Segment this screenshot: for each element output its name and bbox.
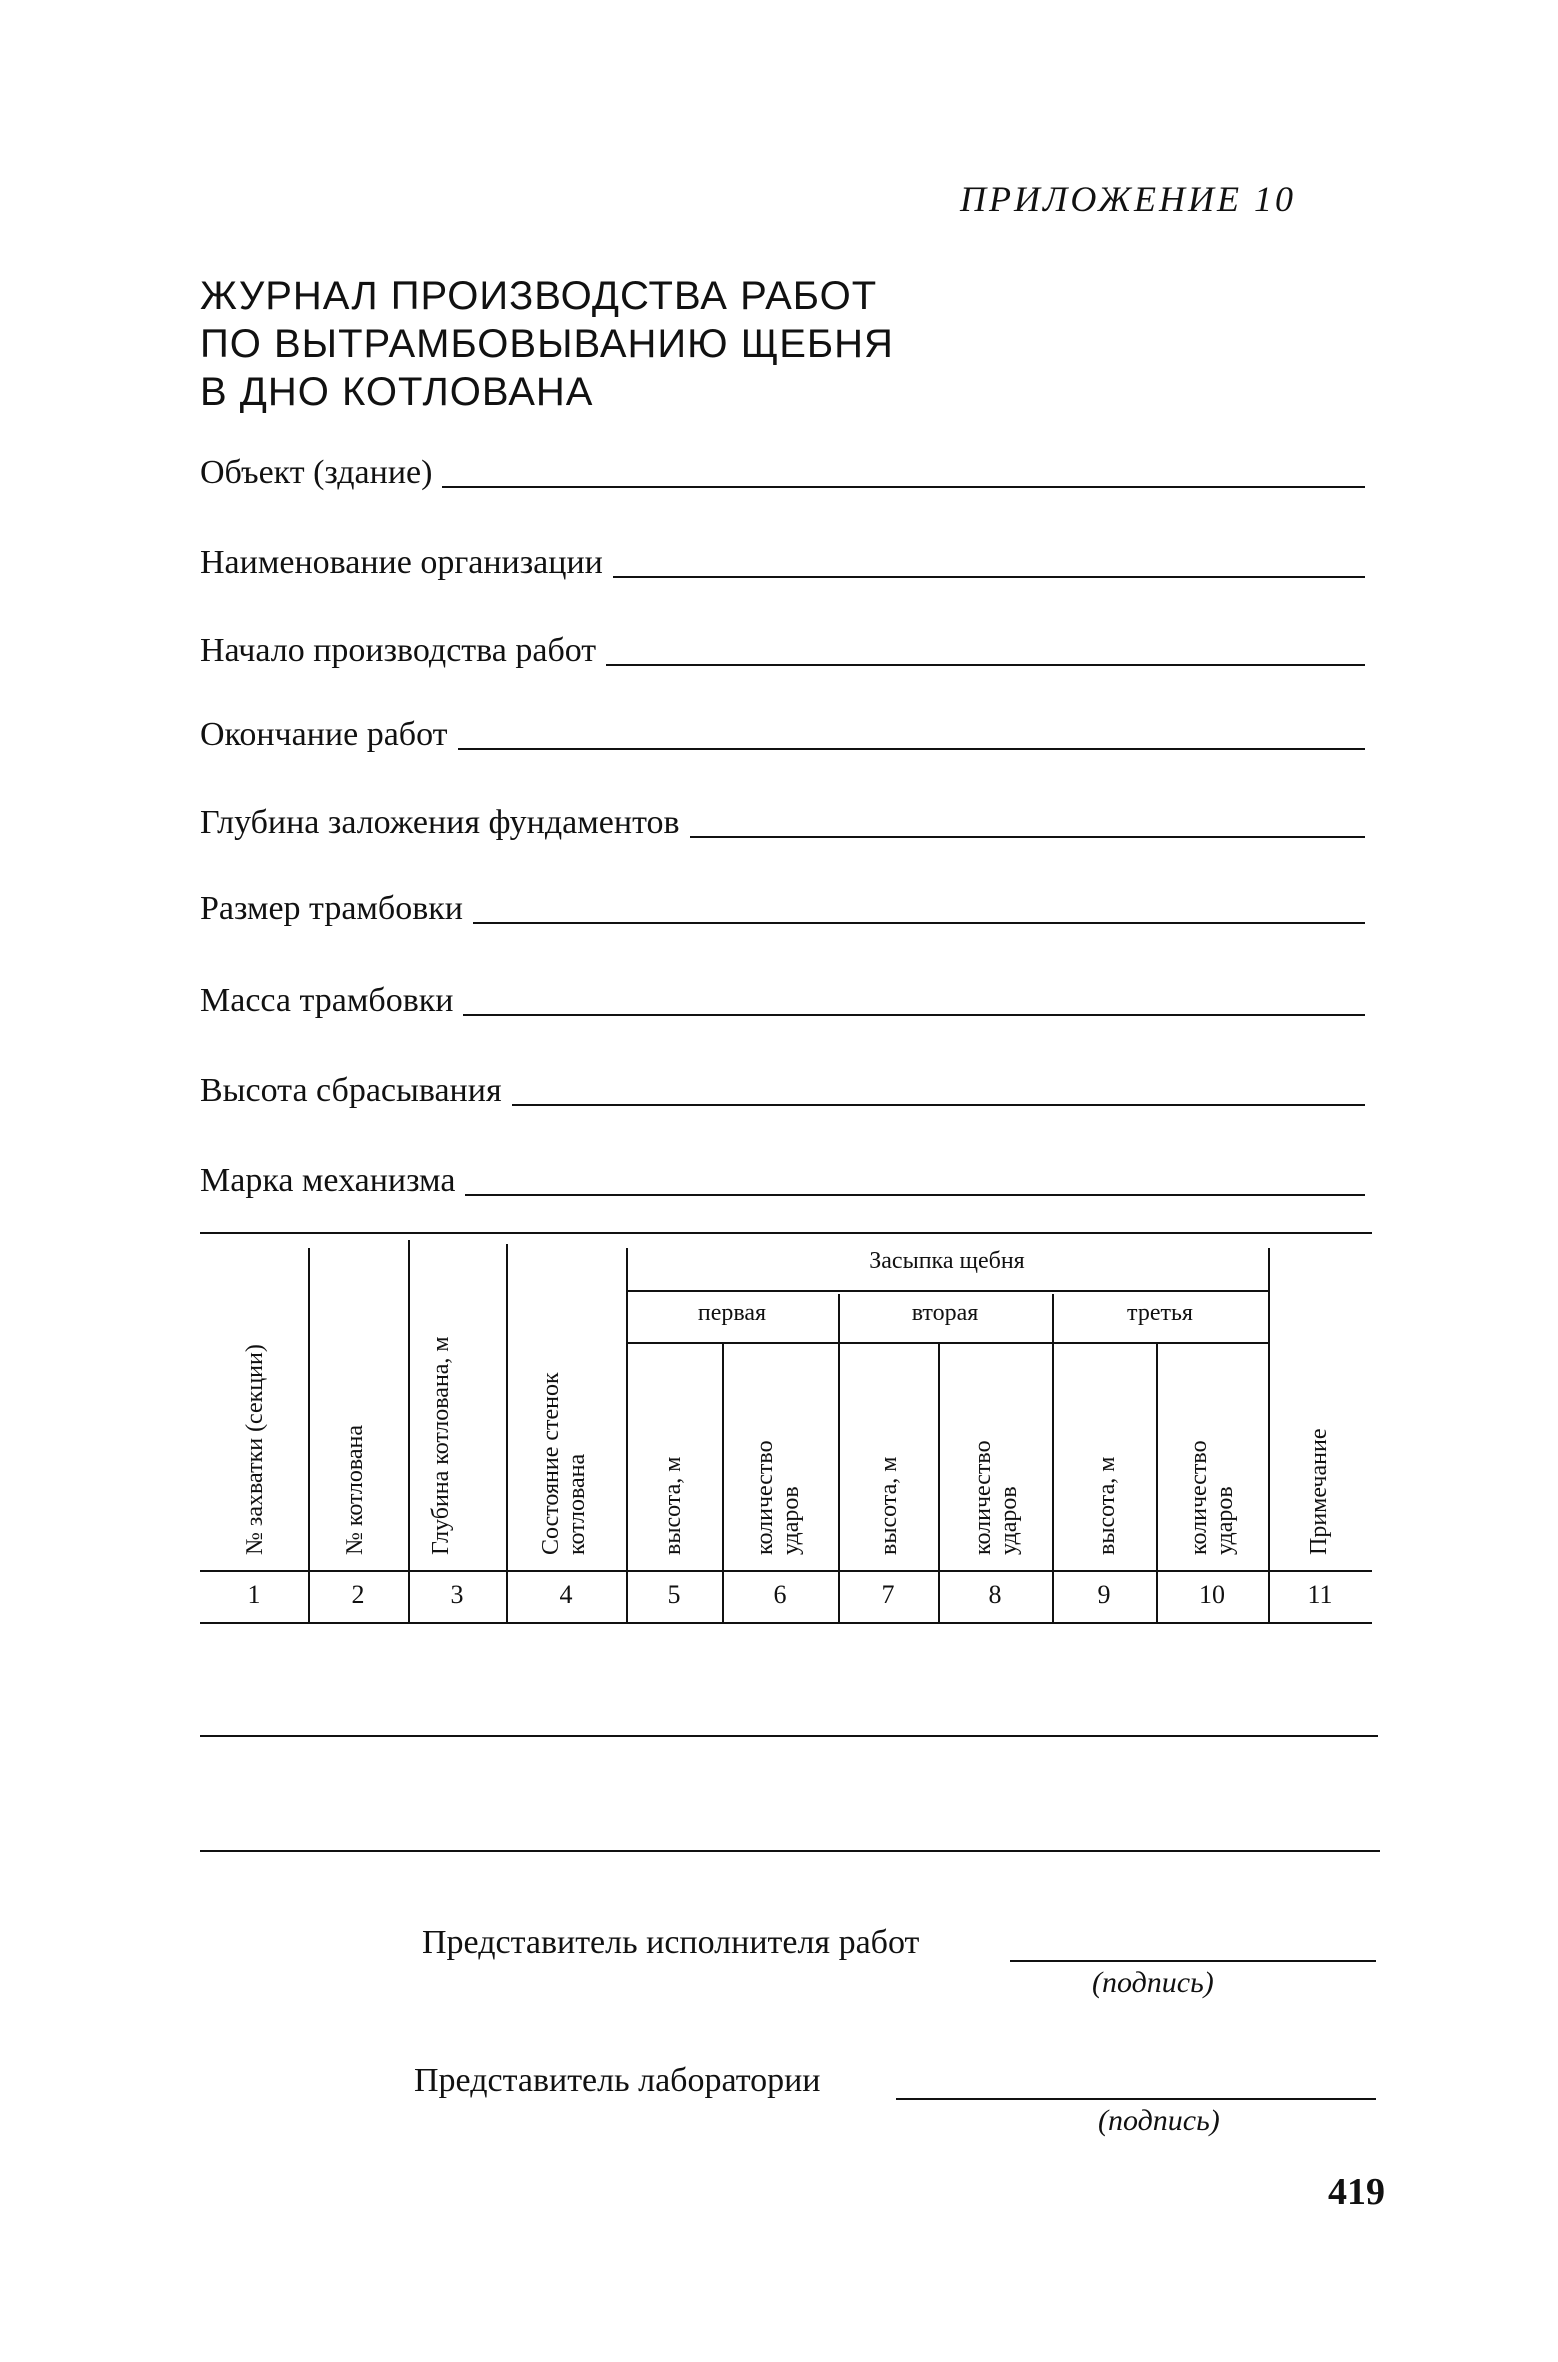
field-work-start[interactable] <box>200 628 1365 668</box>
col-header-height-2: высота, м <box>876 1456 902 1555</box>
field-foundation-depth[interactable] <box>200 800 1365 840</box>
field-foundation-depth-label: Глубина заложения фундаментов <box>200 804 680 841</box>
col-header-blows-3: количество ударов <box>1186 1440 1238 1555</box>
col-header-wall-condition: Состояние стенок котлована <box>538 1372 590 1555</box>
title-line-3: В ДНО КОТЛОВАНА <box>200 370 594 414</box>
col-header-height-1: высота, м <box>660 1456 686 1555</box>
entry-row-line-2[interactable] <box>200 1850 1380 1852</box>
col-header-pit-number: № котлована <box>342 1424 368 1555</box>
field-tamper-size-line[interactable] <box>473 922 1365 924</box>
field-object-label: Объект (здание) <box>200 454 433 491</box>
subgroup-second: вторая <box>911 1300 979 1326</box>
field-work-start-label: Начало производства работ <box>200 632 597 669</box>
col-number-9: 9 <box>1097 1580 1111 1609</box>
col-number-5: 5 <box>667 1580 681 1609</box>
appendix-label: ПРИЛОЖЕНИЕ 10 <box>960 179 1296 219</box>
title-line-1: ЖУРНАЛ ПРОИЗВОДСТВА РАБОТ <box>200 274 878 318</box>
col-number-2: 2 <box>351 1580 365 1609</box>
col-divider-10 <box>1268 1248 1270 1622</box>
numbers-bottom-border <box>200 1622 1372 1624</box>
field-object-line[interactable] <box>442 486 1365 488</box>
col-divider-5 <box>722 1342 724 1622</box>
field-foundation-depth-line[interactable] <box>690 836 1365 838</box>
field-tamper-mass-label: Масса трамбовки <box>200 982 454 1019</box>
col-divider-2 <box>408 1240 410 1622</box>
title-line-2: ПО ВЫТРАМБОВЫВАНИЮ ЩЕБНЯ <box>200 322 894 366</box>
field-organization-label: Наименование организации <box>200 544 603 581</box>
col-divider-1 <box>308 1248 310 1622</box>
page-number: 419 <box>1328 2171 1385 2213</box>
col-divider-6 <box>838 1294 840 1622</box>
field-work-start-line[interactable] <box>606 664 1365 666</box>
subgroup-first: первая <box>697 1300 767 1326</box>
group-header-backfill: Засыпка щебня <box>869 1248 1025 1274</box>
col-header-blows-1: количество ударов <box>752 1440 804 1555</box>
field-drop-height[interactable] <box>200 1068 1365 1108</box>
signature-contractor-label: Представитель исполнителя работ <box>422 1924 920 1961</box>
entry-row-line-1[interactable] <box>200 1735 1378 1737</box>
field-work-end-line[interactable] <box>458 748 1365 750</box>
subgroup-third: третья <box>1127 1300 1193 1326</box>
field-tamper-size[interactable] <box>200 886 1365 926</box>
group-header-divider <box>626 1290 1268 1292</box>
col-header-section: № захватки (секции) <box>242 1344 268 1555</box>
field-tamper-size-label: Размер трамбовки <box>200 890 464 927</box>
field-organization-line[interactable] <box>613 576 1365 578</box>
field-tamper-mass[interactable] <box>200 978 1365 1018</box>
signature-lab-label: Представитель лаборатории <box>414 2062 821 2099</box>
col-header-blows-2: количество ударов <box>970 1440 1022 1555</box>
col-number-6: 6 <box>773 1580 787 1609</box>
field-machine-brand[interactable] <box>200 1158 1365 1198</box>
col-number-8: 8 <box>988 1580 1002 1609</box>
col-number-4: 4 <box>559 1580 573 1609</box>
field-drop-height-label: Высота сбрасывания <box>200 1072 502 1109</box>
col-header-height-3: высота, м <box>1094 1456 1120 1555</box>
col-number-10: 10 <box>1199 1580 1225 1609</box>
col-number-11: 11 <box>1307 1580 1333 1609</box>
field-object[interactable] <box>200 450 1365 490</box>
table-top-border <box>200 1232 1372 1234</box>
field-work-end-label: Окончание работ <box>200 716 448 753</box>
col-number-1: 1 <box>247 1580 261 1609</box>
col-divider-3 <box>506 1244 508 1622</box>
col-header-note: Примечание <box>1306 1428 1332 1555</box>
col-number-3: 3 <box>450 1580 464 1609</box>
col-divider-7 <box>938 1342 940 1622</box>
col-divider-9 <box>1156 1342 1158 1622</box>
field-machine-brand-label: Марка механизма <box>200 1162 456 1199</box>
header-bottom-border <box>200 1570 1372 1572</box>
field-work-end[interactable] <box>200 712 1365 752</box>
field-organization[interactable] <box>200 540 1365 580</box>
field-tamper-mass-line[interactable] <box>463 1014 1365 1016</box>
signature-lab-line[interactable] <box>896 2098 1376 2100</box>
col-number-7: 7 <box>881 1580 895 1609</box>
document-title <box>200 272 894 416</box>
col-divider-8 <box>1052 1294 1054 1622</box>
field-machine-brand-line[interactable] <box>465 1194 1365 1196</box>
signature-lab-caption: (подпись) <box>1098 2104 1220 2137</box>
signature-contractor-line[interactable] <box>1010 1960 1376 1962</box>
field-drop-height-line[interactable] <box>512 1104 1365 1106</box>
signature-contractor-caption: (подпись) <box>1092 1966 1214 1999</box>
col-header-pit-depth: Глубина котлована, м <box>428 1336 454 1555</box>
